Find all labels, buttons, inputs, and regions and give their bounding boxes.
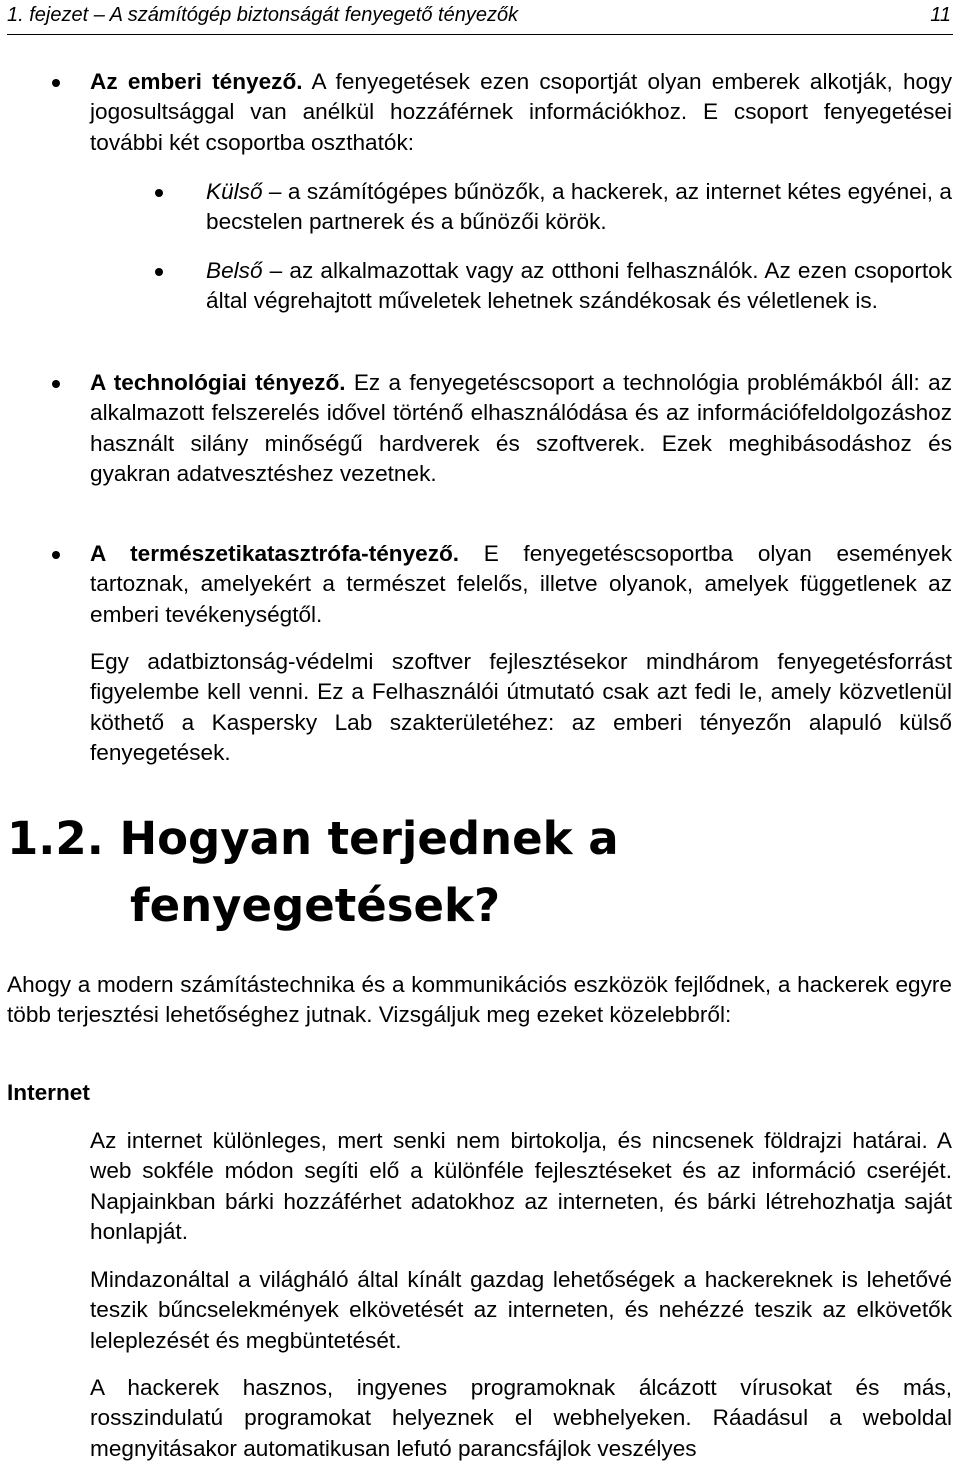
bullet-title: Az emberi tényező.	[90, 69, 303, 94]
internet-paragraph-3: A hackerek hasznos, ingyenes programoknak álcázott vírusokat és más, rosszindulatú programokat helyeznek el webhelyeken. Ráadásul a weboldal megnyitásakor automatikusan lefutó parancsfájlok veszélyes	[90, 1375, 952, 1461]
bullet-title: A technológiai tényező.	[90, 370, 346, 395]
bullet-human-factor	[90, 67, 952, 158]
section-heading	[7, 806, 619, 872]
bullet-dot	[52, 380, 60, 388]
summary-paragraph: Egy adatbiztonság-védelmi szoftver fejlesztésekor mindhárom fenyegetésforrást figyelembe kell venni. Ez a Felhasználói útmutató csak azt fedi le, amely közvetlenül köthető a Kaspersky Lab szakterületéhez: az emberi tényezőn alapuló külső fenyegetések.	[90, 649, 952, 765]
bullet-title: A természetikatasztrófa-tényező.	[90, 541, 460, 566]
bullet-dot	[52, 551, 60, 559]
bullet-dot	[52, 79, 60, 87]
internet-paragraph-2: Mindazonáltal a világháló által kínált gazdag lehetőségek a hackereknek is lehetővé teszik bűncselekmények elkövetését az interneten, és nehézzé teszik az elkövetők leleplezését és megbüntetését.	[90, 1267, 952, 1353]
intro-paragraph: Ahogy a modern számítástechnika és a kommunikációs eszközök fejlődnek, a hackerek egyre több terjesztési lehetőséghez jutnak. Vizsgáljuk meg ezeket közelebbről:	[7, 972, 952, 1028]
sub-bullet-external	[206, 177, 952, 238]
bullet-text: E fenyegetéscsoportba olyan események tartoznak, amelyekért a természet felelős, illetve olyanok, amelyek függetlenek az emberi tevékenységtől.	[90, 541, 953, 627]
sub-bullet-text: – az alkalmazottak vagy az otthoni felhasználók. Az ezen csoportok által végrehajtott műveletek lehetnek szándékosak és véletlenek is.	[206, 258, 952, 314]
sub-bullet-term: Belső	[206, 258, 263, 283]
bullet-natural-disaster-factor	[90, 539, 952, 630]
bullet-text: Ez a fenyegetéscsoport a technológia problémákból áll: az alkalmazott felszerelés idővel történő elhasználódása és az információfeldolgozáshoz használt silány minőségű hardverek és szoftverek. Ezek meghibásodáshoz és gyakran adatvesztéshez vezetnek.	[90, 370, 952, 486]
section-title-line2: fenyegetések?	[130, 879, 501, 932]
bullet-text: A fenyegetések ezen csoportját olyan emberek alkotják, hogy jogosultsággal van anélkül hozzáférnek információkhoz. E csoport fenyegetései további két csoportba oszthatók:	[90, 69, 952, 155]
section-title-line1: Hogyan terjednek a	[119, 812, 619, 865]
bullet-dot	[155, 268, 163, 276]
section-heading-line2	[130, 873, 500, 939]
bullet-dot	[155, 189, 163, 197]
bullet-technological-factor	[90, 368, 952, 489]
page-header	[7, 0, 953, 35]
internet-paragraph-1: Az internet különleges, mert senki nem birtokolja, és nincsenek földrajzi határai. A web sokféle módon segíti elő a különféle fejlesztéseket és az információ cseréjét. Napjainkban bárki hozzáférhet adatokhoz az interneten, és bárki létrehozhatja saját honlapját.	[90, 1128, 952, 1244]
sub-bullet-internal	[206, 256, 952, 317]
chapter-title: 1. fejezet – A számítógép biztonságát fenyegető tényezők	[7, 4, 519, 26]
sub-bullet-text: – a számítógépes bűnözők, a hackerek, az internet kétes egyénei, a becstelen partnerek és a bűnözői körök.	[206, 179, 952, 235]
section-number: 1.2.	[7, 812, 104, 865]
subsection-heading: Internet	[7, 1080, 90, 1105]
sub-bullet-term: Külső	[206, 179, 263, 204]
page-number: 11	[930, 4, 951, 26]
